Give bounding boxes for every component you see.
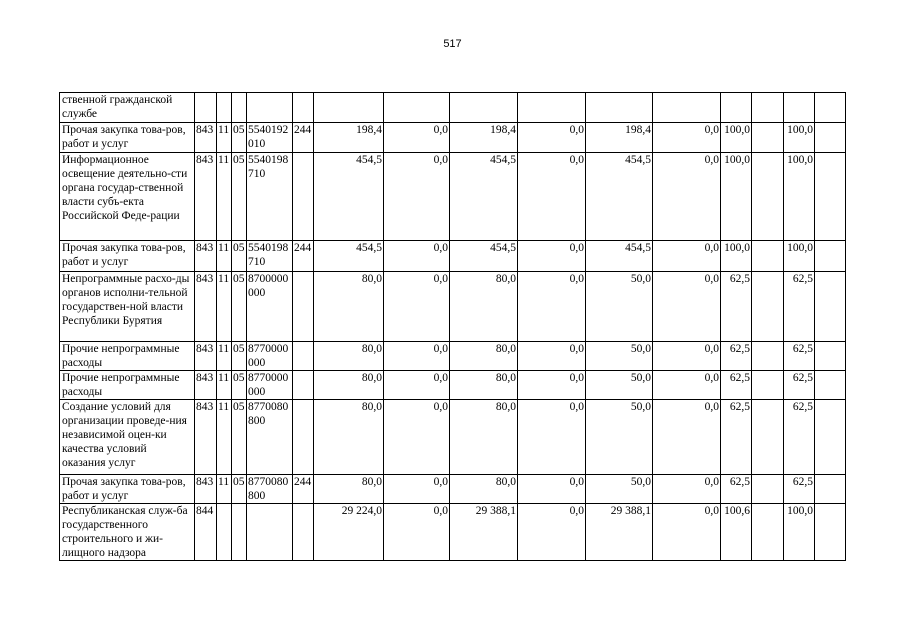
row-value-cell [450,93,518,123]
table-row [60,475,846,504]
row-name-cell: ственной гражданской службе [60,93,195,123]
row-value-cell: 0,0 [653,272,721,342]
row-percent-cell: 100,6 [721,504,752,561]
row-value-cell: 454,5 [586,153,653,241]
row-pr-cell: 05 [232,123,247,153]
row-value-cell [815,371,846,400]
row-value-cell: 0,0 [653,241,721,272]
row-value-cell: 0,0 [518,241,586,272]
table-row [60,504,846,561]
row-pr-cell: 05 [232,342,247,371]
row-rz-cell: 11 [217,400,232,475]
row-gr-cell: 843 [195,272,217,342]
row-value-cell [384,93,450,123]
row-value-cell: 0,0 [518,400,586,475]
row-pr-cell [232,504,247,561]
row-csr-cell: 8700000000 [247,272,293,342]
row-vr-cell [293,272,314,342]
row-value-cell: 0,0 [384,123,450,153]
table-row [60,371,846,400]
row-rz-cell: 11 [217,241,232,272]
table-row [60,272,846,342]
row-value-cell: 80,0 [314,400,384,475]
row-rz-cell: 11 [217,272,232,342]
row-value-cell: 0,0 [384,342,450,371]
row-value-cell: 0,0 [384,400,450,475]
row-value-cell: 0,0 [384,504,450,561]
row-percent-cell: 62,5 [784,475,815,504]
row-value-cell: 0,0 [653,371,721,400]
row-value-cell: 198,4 [314,123,384,153]
row-csr-cell [247,504,293,561]
table-row [60,93,846,123]
row-csr-cell: 8770000000 [247,342,293,371]
row-name-cell: Прочая закупка това-ров, работ и услуг [60,241,195,272]
row-percent-cell: 100,0 [784,241,815,272]
row-gr-cell: 843 [195,123,217,153]
row-percent-cell: 62,5 [721,371,752,400]
row-value-cell [752,400,784,475]
row-name-cell: Прочая закупка това-ров, работ и услуг [60,475,195,504]
row-percent-cell: 100,0 [721,123,752,153]
row-value-cell: 454,5 [314,241,384,272]
row-value-cell: 50,0 [586,272,653,342]
row-rz-cell [217,504,232,561]
row-gr-cell: 843 [195,400,217,475]
row-gr-cell: 843 [195,371,217,400]
row-vr-cell: 244 [293,241,314,272]
row-csr-cell [247,93,293,123]
row-csr-cell: 8770000000 [247,371,293,400]
row-value-cell [815,400,846,475]
row-vr-cell: 244 [293,123,314,153]
row-value-cell: 29 388,1 [586,504,653,561]
row-value-cell: 0,0 [384,153,450,241]
row-percent-cell: 62,5 [721,272,752,342]
row-value-cell: 80,0 [450,272,518,342]
row-pr-cell: 05 [232,153,247,241]
row-value-cell: 0,0 [384,241,450,272]
row-value-cell: 0,0 [518,153,586,241]
row-value-cell [815,504,846,561]
row-value-cell [752,241,784,272]
page-number: 517 [443,38,462,50]
row-rz-cell: 11 [217,475,232,504]
row-percent-cell [721,93,752,123]
row-value-cell [314,93,384,123]
row-vr-cell [293,153,314,241]
row-gr-cell [195,93,217,123]
row-rz-cell: 11 [217,123,232,153]
row-percent-cell: 62,5 [721,400,752,475]
row-value-cell: 0,0 [653,400,721,475]
row-value-cell: 0,0 [653,475,721,504]
row-value-cell: 29 224,0 [314,504,384,561]
row-value-cell: 50,0 [586,475,653,504]
row-value-cell: 0,0 [653,123,721,153]
row-vr-cell: 244 [293,475,314,504]
row-name-cell: Непрограммные расхо-ды органов исполни-тельной государствен-ной власти Республики Бурятия [60,272,195,342]
row-value-cell: 454,5 [450,153,518,241]
row-value-cell: 80,0 [314,475,384,504]
row-value-cell [752,272,784,342]
row-value-cell [518,93,586,123]
budget-table [59,92,846,561]
row-value-cell: 80,0 [450,371,518,400]
row-pr-cell: 05 [232,371,247,400]
row-gr-cell: 843 [195,475,217,504]
row-percent-cell: 62,5 [784,342,815,371]
row-csr-cell: 5540192010 [247,123,293,153]
row-percent-cell: 62,5 [721,342,752,371]
row-pr-cell [232,93,247,123]
row-value-cell: 80,0 [450,400,518,475]
row-vr-cell [293,342,314,371]
row-csr-cell: 8770080800 [247,475,293,504]
row-value-cell [752,371,784,400]
row-value-cell [815,123,846,153]
row-vr-cell [293,93,314,123]
row-percent-cell: 62,5 [721,475,752,504]
row-value-cell: 0,0 [653,342,721,371]
row-value-cell [586,93,653,123]
row-value-cell: 0,0 [518,371,586,400]
row-value-cell [815,342,846,371]
row-value-cell: 0,0 [384,371,450,400]
row-value-cell: 80,0 [450,342,518,371]
row-percent-cell: 100,0 [784,153,815,241]
table-row [60,123,846,153]
row-value-cell [752,504,784,561]
row-value-cell: 0,0 [384,272,450,342]
row-value-cell [752,475,784,504]
row-name-cell: Информационное освещение деятельно-сти органа государ-ственной власти субъ-екта Российской Феде-рации [60,153,195,241]
row-vr-cell [293,371,314,400]
row-value-cell: 0,0 [518,475,586,504]
row-value-cell [752,93,784,123]
row-vr-cell [293,400,314,475]
row-value-cell: 0,0 [518,123,586,153]
row-gr-cell: 843 [195,342,217,371]
row-value-cell: 0,0 [518,272,586,342]
row-name-cell: Прочие непрограммные расходы [60,342,195,371]
row-value-cell: 454,5 [314,153,384,241]
row-name-cell: Прочая закупка това-ров, работ и услуг [60,123,195,153]
row-value-cell: 80,0 [314,371,384,400]
row-value-cell: 0,0 [653,504,721,561]
row-pr-cell: 05 [232,400,247,475]
row-value-cell: 0,0 [653,153,721,241]
row-value-cell: 50,0 [586,400,653,475]
row-value-cell: 50,0 [586,342,653,371]
row-value-cell: 454,5 [586,241,653,272]
row-value-cell: 29 388,1 [450,504,518,561]
row-value-cell: 0,0 [518,342,586,371]
row-value-cell: 454,5 [450,241,518,272]
row-value-cell [815,272,846,342]
row-value-cell [752,153,784,241]
row-percent-cell [784,93,815,123]
budget-table-body [60,93,846,561]
row-percent-cell: 100,0 [721,153,752,241]
row-percent-cell: 62,5 [784,371,815,400]
row-vr-cell [293,504,314,561]
row-percent-cell: 100,0 [784,123,815,153]
row-value-cell [815,153,846,241]
row-csr-cell: 5540198710 [247,241,293,272]
row-name-cell: Создание условий для организации проведе-ния независимой оцен-ки качества условий оказания услуг [60,400,195,475]
row-percent-cell: 62,5 [784,272,815,342]
row-gr-cell: 843 [195,241,217,272]
table-row [60,241,846,272]
row-value-cell [815,475,846,504]
row-value-cell [815,93,846,123]
row-rz-cell: 11 [217,371,232,400]
row-value-cell: 0,0 [384,475,450,504]
row-value-cell: 198,4 [450,123,518,153]
row-rz-cell: 11 [217,153,232,241]
row-gr-cell: 843 [195,153,217,241]
row-percent-cell: 100,0 [721,241,752,272]
row-percent-cell: 100,0 [784,504,815,561]
row-pr-cell: 05 [232,241,247,272]
row-pr-cell: 05 [232,475,247,504]
row-rz-cell: 11 [217,342,232,371]
row-value-cell: 80,0 [450,475,518,504]
row-pr-cell: 05 [232,272,247,342]
row-value-cell: 198,4 [586,123,653,153]
row-csr-cell: 5540198710 [247,153,293,241]
row-value-cell [815,241,846,272]
row-value-cell: 0,0 [518,504,586,561]
row-name-cell: Прочие непрограммные расходы [60,371,195,400]
row-gr-cell: 844 [195,504,217,561]
row-value-cell [752,342,784,371]
row-value-cell: 80,0 [314,272,384,342]
row-value-cell [752,123,784,153]
table-row [60,153,846,241]
table-row [60,342,846,371]
table-row [60,400,846,475]
row-name-cell: Республиканская служ-ба государственного строительного и жи-лищного надзора [60,504,195,561]
row-csr-cell: 8770080800 [247,400,293,475]
row-value-cell: 80,0 [314,342,384,371]
row-value-cell [653,93,721,123]
row-rz-cell [217,93,232,123]
row-value-cell: 50,0 [586,371,653,400]
row-percent-cell: 62,5 [784,400,815,475]
